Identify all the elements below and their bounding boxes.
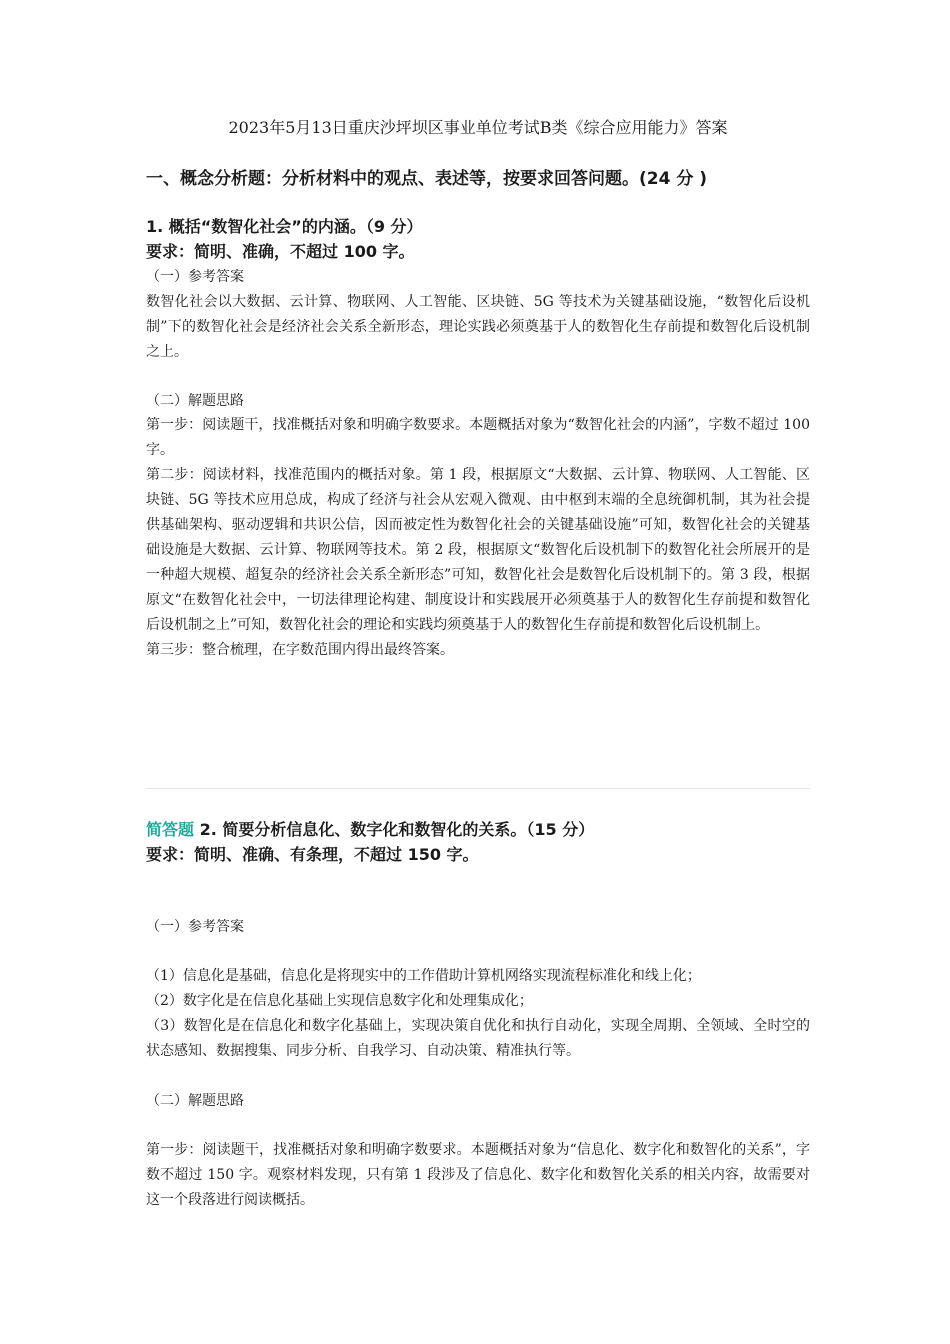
step-paragraph: 第一步：阅读题干，找准概括对象和明确字数要求。本题概括对象为“信息化、数字化和数智化的关系”，字数不超过 150 字。观察材料发现，只有第 1 段涉及了信息化、数字化和数智化关系的相关内容，故需要对这一个段落进行阅读概括。 <box>146 1142 810 1208</box>
question-1-steps <box>146 413 810 663</box>
answer-line-2: （2）数字化是在信息化基础上实现信息数字化和处理集成化； <box>146 993 533 1009</box>
section-divider <box>146 788 810 789</box>
question-1-title: 1. 概括“数智化社会”的内涵。（9 分） <box>146 217 423 236</box>
question-2-title <box>146 818 594 841</box>
question-1-requirement: 要求：简明、准确，不超过 100 字。 <box>146 242 415 261</box>
question-2-step-1 <box>146 1138 810 1213</box>
question-1-approach-label: （二）解题思路 <box>146 393 244 409</box>
question-type-tag: 简答题 <box>146 820 195 839</box>
question-2-answer-list <box>146 964 810 1064</box>
question-2-answer-label: （一）参考答案 <box>146 919 244 935</box>
section-heading: 一、概念分析题：分析材料中的观点、表述等，按要求回答问题。(24 分 ) <box>146 169 708 189</box>
answer-line-3: （3）数智化是在信息化和数字化基础上，实现决策自优化和执行自动化，实现全周期、全领域、全时空的状态感知、数据搜集、同步分析、自我学习、自动决策、精准执行等。 <box>146 1018 810 1059</box>
question-2-requirement: 要求：简明、准确、有条理，不超过 150 字。 <box>146 845 479 864</box>
step-2: 第二步：阅读材料，找准范围内的概括对象。第 1 段，根据原文“大数据、云计算、物联网、人工智能、区块链、5G 等技术应用总成，构成了经济与社会从宏观入微观、由中枢到末端的全息统御机制，其为社会提供基础架构、驱动逻辑和共识公信，因而被定性为数智化社会的关键基础设施”可知，数智化社会的关键基础设施是大数据、云计算、物联网等技术。第 2 段，根据原文“数智化后设机制下的数智化社会所展开的是一种超大规模、超复杂的经济社会关系全新形态”可知，数智化社会是数智化后设机制下的。第 3 段，根据原文“在数智化社会中，一切法律理论构建、制度设计和实践展开必须奠基于人的数智化生存前提和数智化后设机制之上”可知，数智化社会的理论和实践均须奠基于人的数智化生存前提和数智化后设机制上。 <box>146 467 810 633</box>
step-1: 第一步：阅读题干，找准概括对象和明确字数要求。本题概括对象为“数智化社会的内涵”，字数不超过 100 字。 <box>146 417 810 458</box>
step-3: 第三步：整合梳理，在字数范围内得出最终答案。 <box>146 642 454 658</box>
document-title: 2023年5月13日重庆沙坪坝区事业单位考试B类《综合应用能力》答案 <box>228 118 728 137</box>
question-2-title-text: 2. 简要分析信息化、数字化和数智化的关系。（15 分） <box>194 820 595 839</box>
answer-paragraph: 数智化社会以大数据、云计算、物联网、人工智能、区块链、5G 等技术为关键基础设施，“数智化后设机制”下的数智化社会是经济社会关系全新形态，理论实践必须奠基于人的数智化生存前提和数智化后设机制之上。 <box>146 294 810 360</box>
answer-line-1: （1）信息化是基础，信息化是将现实中的工作借助计算机网络实现流程标准化和线上化； <box>146 968 701 984</box>
question-1-answer-label: （一）参考答案 <box>146 269 244 285</box>
question-1-answer-text <box>146 290 810 365</box>
question-2-approach-label: （二）解题思路 <box>146 1093 244 1109</box>
